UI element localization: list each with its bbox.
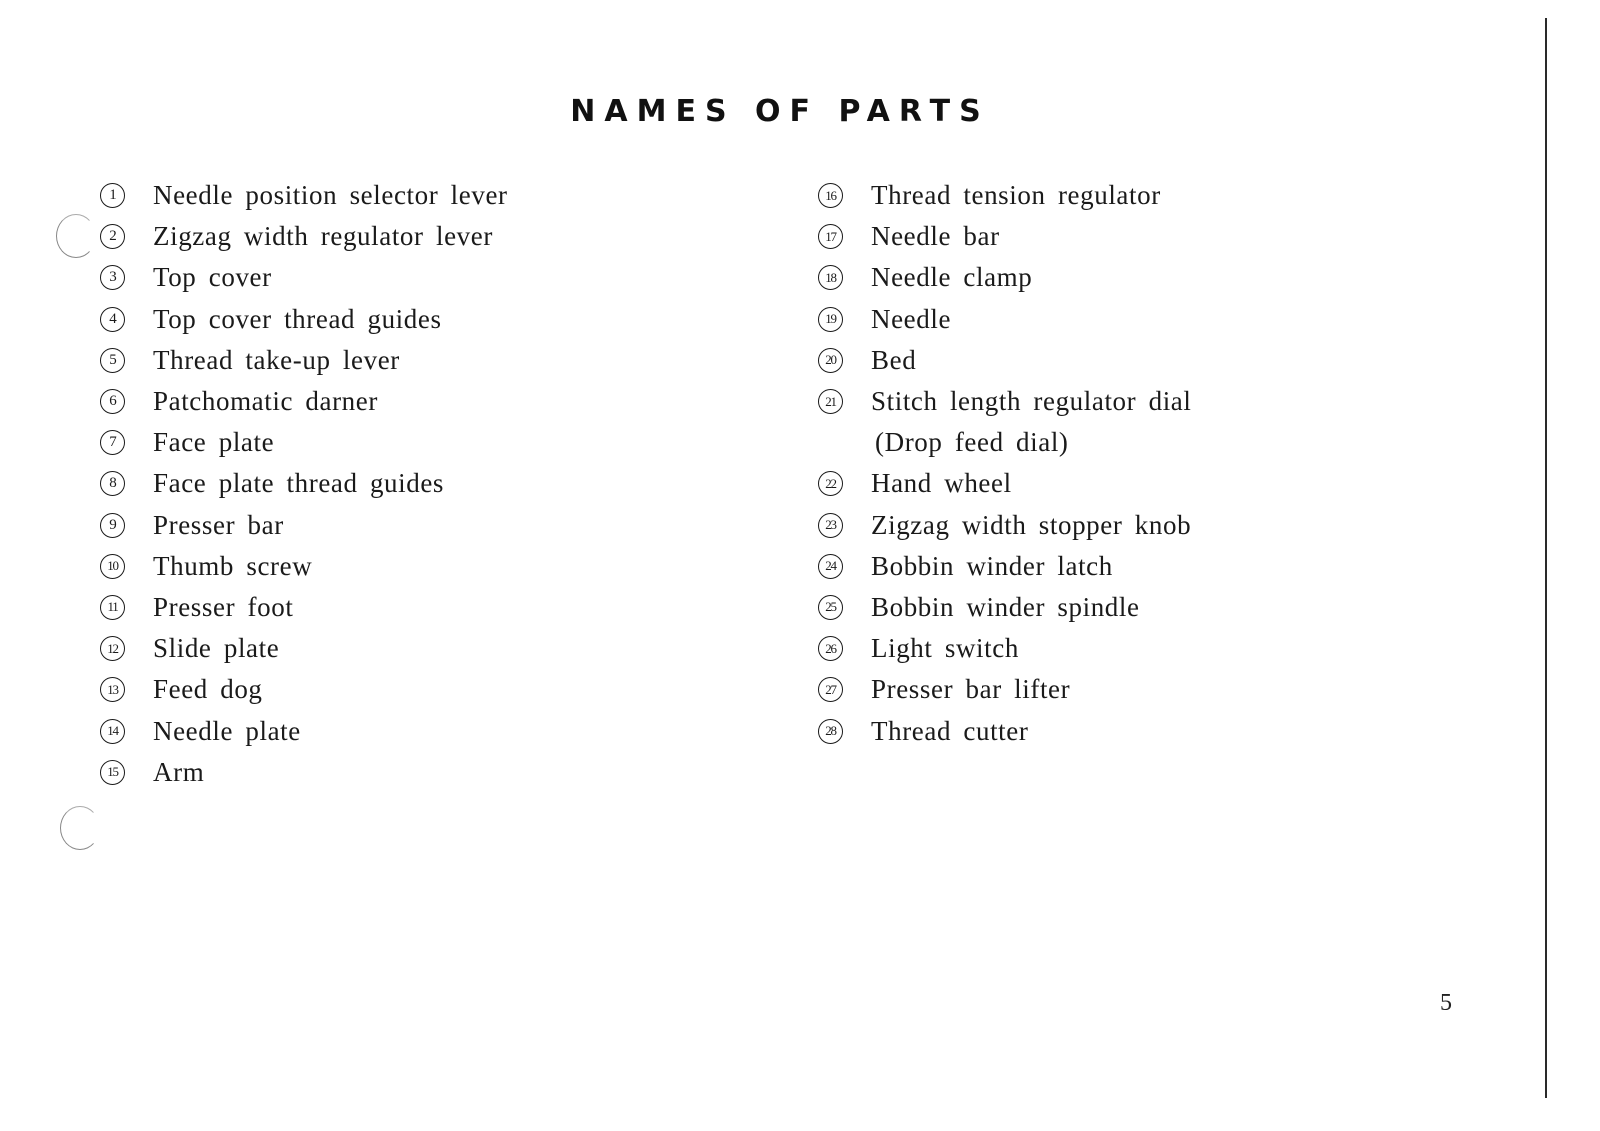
part-label: Needle position selector lever: [153, 180, 508, 211]
part-label: Presser foot: [153, 591, 294, 622]
part-item: [100, 175, 508, 216]
part-item: [100, 752, 508, 793]
part-item: [818, 257, 1191, 298]
part-number: 3: [100, 265, 125, 290]
part-item: [818, 710, 1191, 751]
part-label: Presser bar: [153, 509, 284, 540]
part-number: 21: [818, 389, 843, 414]
part-item: [100, 587, 508, 628]
part-item: [818, 340, 1191, 381]
part-number: 19: [818, 307, 843, 332]
part-label: Light switch: [871, 633, 1019, 664]
parts-list-left: [100, 175, 508, 793]
part-number: 11: [100, 595, 125, 620]
part-number: 23: [818, 513, 843, 538]
part-item: [100, 710, 508, 751]
part-number: 2: [100, 224, 125, 249]
part-number: 22: [818, 471, 843, 496]
punch-hole-mark: [56, 214, 96, 258]
part-number: 20: [818, 348, 843, 373]
part-label: Zigzag width stopper knob: [871, 509, 1192, 540]
part-label: Patchomatic darner: [153, 386, 378, 417]
part-number: 6: [100, 389, 125, 414]
part-item: [818, 216, 1191, 257]
part-label: Hand wheel: [871, 468, 1012, 499]
part-number: 10: [100, 554, 125, 579]
part-item: [100, 299, 508, 340]
part-label: Slide plate: [153, 633, 280, 664]
part-item-subline: [818, 422, 1191, 463]
part-label: Needle plate: [153, 715, 301, 746]
part-label: Needle clamp: [871, 262, 1033, 293]
page-title: NAMES OF PARTS: [570, 94, 990, 129]
part-number: 15: [100, 760, 125, 785]
part-item: [818, 175, 1191, 216]
part-item: [100, 340, 508, 381]
part-label: Face plate thread guides: [153, 468, 445, 499]
part-item: [818, 505, 1191, 546]
part-number: 8: [100, 471, 125, 496]
part-label: Feed dog: [153, 674, 263, 705]
part-number: 13: [100, 677, 125, 702]
part-label-sub: (Drop feed dial): [875, 427, 1069, 458]
punch-hole-mark: [60, 806, 100, 850]
part-number: 5: [100, 348, 125, 373]
part-item: [818, 628, 1191, 669]
part-item: [100, 628, 508, 669]
part-number: 7: [100, 430, 125, 455]
part-number: 14: [100, 719, 125, 744]
part-item: [100, 669, 508, 710]
part-item: [818, 587, 1191, 628]
part-label: Face plate: [153, 427, 275, 458]
part-item: [100, 463, 508, 504]
part-label: Stitch length regulator dial: [871, 386, 1192, 417]
part-item: [100, 546, 508, 587]
part-number: 25: [818, 595, 843, 620]
part-label: Bed: [871, 344, 917, 375]
part-label: Presser bar lifter: [871, 674, 1071, 705]
part-label: Bobbin winder spindle: [871, 591, 1140, 622]
part-label: Thread cutter: [871, 715, 1029, 746]
part-item: [818, 381, 1191, 422]
part-label: Arm: [153, 756, 205, 787]
part-number: 4: [100, 307, 125, 332]
part-label: Needle bar: [871, 221, 1000, 252]
part-label: Thumb screw: [153, 550, 313, 581]
part-item: [818, 299, 1191, 340]
part-label: Thread tension regulator: [871, 180, 1161, 211]
part-item: [100, 381, 508, 422]
part-item: [100, 257, 508, 298]
part-number: 28: [818, 719, 843, 744]
part-label: Thread take-up lever: [153, 344, 400, 375]
part-item: [100, 505, 508, 546]
part-number: 27: [818, 677, 843, 702]
part-number: 18: [818, 265, 843, 290]
part-item: [100, 216, 508, 257]
part-number: 16: [818, 183, 843, 208]
part-item: [100, 422, 508, 463]
part-number: 9: [100, 513, 125, 538]
part-item: [818, 546, 1191, 587]
part-number: 26: [818, 636, 843, 661]
part-number: 1: [100, 183, 125, 208]
part-label: Zigzag width regulator lever: [153, 221, 493, 252]
part-number: 12: [100, 636, 125, 661]
part-number: 24: [818, 554, 843, 579]
part-number: 17: [818, 224, 843, 249]
part-label: Bobbin winder latch: [871, 550, 1113, 581]
parts-list-right: [818, 175, 1191, 752]
page-edge-line: [1545, 18, 1547, 1098]
page-number: 5: [1440, 990, 1452, 1016]
part-label: Top cover thread guides: [153, 303, 442, 334]
part-label: Top cover: [153, 262, 272, 293]
part-label: Needle: [871, 303, 952, 334]
part-item: [818, 463, 1191, 504]
part-item: [818, 669, 1191, 710]
